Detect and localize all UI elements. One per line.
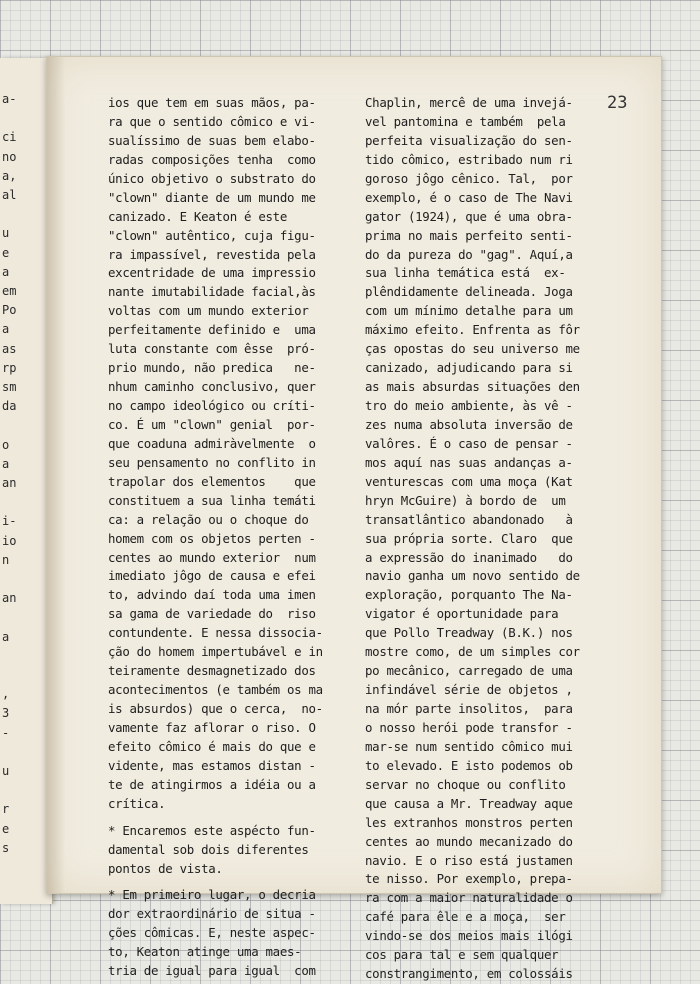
text-line: exploração, porquanto The Na-: [365, 587, 573, 603]
facing-page-fragment: al: [2, 188, 17, 202]
text-line: sualíssimo de suas bem elabo-: [108, 132, 316, 148]
facing-page-fragment: o: [2, 437, 10, 452]
text-line: mar-se num sentido cômico mui: [365, 738, 573, 754]
text-line: perfeitamente definido e uma: [108, 322, 316, 338]
text-line: as mais absurdas situações den: [365, 379, 580, 395]
text-line: voltas com um mundo exterior: [108, 303, 309, 319]
facing-page-fragment: 3: [2, 706, 10, 721]
text-line: "clown" autêntico, cuja figu-: [108, 227, 316, 243]
text-line: radas composições tenha como: [108, 151, 316, 167]
text-line: to elevado. E isto podemos ob: [365, 757, 573, 773]
facing-page-fragment: e: [2, 245, 10, 260]
facing-page-fragment: da: [2, 399, 17, 414]
text-line: que coaduna admiràvelmente o: [108, 435, 316, 451]
text-line: centes ao mundo mecanizado do: [365, 833, 573, 849]
text-line: co. É um "clown" genial por-: [108, 416, 316, 432]
text-line: navio ganha um novo sentido de: [365, 568, 580, 584]
text-line: cos para tal e sem qualquer: [365, 947, 559, 963]
typewritten-page: [46, 56, 662, 982]
text-line: a expressão do inanimado do: [365, 549, 573, 565]
text-line: to, Keaton atinge uma maes-: [108, 944, 302, 960]
text-line: te nisso. Por exemplo, prepa-: [365, 871, 573, 887]
text-line: contundente. E nessa dissocia-: [108, 625, 323, 641]
text-line: nante imutabilidade facial,às: [108, 284, 316, 300]
text-line: plêndidamente delineada. Joga: [365, 284, 573, 300]
facing-page-fragment: an: [2, 476, 17, 490]
facing-page-fragment: a: [2, 629, 10, 644]
gutter-shadow: [47, 57, 65, 893]
text-line: imediato jôgo de causa e efei: [108, 568, 316, 584]
page-number: 23: [607, 93, 628, 113]
text-line: ra com a maior naturalidade o: [365, 890, 573, 906]
text-line: transatlântico abandonado à: [365, 511, 573, 527]
text-line: teiramente desmagnetizado dos: [108, 663, 316, 679]
text-line: prio mundo, não predica ne-: [108, 360, 316, 376]
text-line: ções cômicas. E, neste aspec-: [108, 925, 316, 941]
text-line: infindável série de objetos ,: [365, 682, 573, 698]
text-line: sua linha temática está ex-: [365, 265, 566, 281]
text-line: crítica.: [108, 795, 166, 811]
facing-page-fragment: no: [2, 149, 17, 164]
text-line: efeito cômico é mais do que e: [108, 738, 316, 754]
facing-page-fragment: an: [2, 591, 17, 606]
text-line: Chaplin, mercê de uma invejá-: [365, 95, 573, 110]
facing-page-fragment: ci: [2, 130, 17, 145]
facing-page-fragment: em: [2, 284, 17, 298]
text-line: ios que tem em suas mãos, pa-: [108, 95, 316, 110]
text-line: mos aquí nas suas andanças a-: [365, 454, 573, 470]
text-line: homem com os objetos perten -: [108, 530, 316, 546]
text-line: mostre como, de um simples cor: [365, 644, 580, 660]
text-line: te de atingirmos a idéia ou a: [108, 776, 316, 792]
text-line: centes ao mundo exterior num: [108, 549, 316, 565]
text-line: canizado, adjudicando para si: [365, 360, 573, 376]
text-line: na mór parte insolitos, para: [365, 701, 573, 716]
text-line: constituem a sua linha temáti: [108, 492, 316, 508]
text-line: po mecânico, carregado de uma: [365, 663, 573, 679]
text-line: ca: a relação ou o choque do: [108, 511, 309, 527]
text-line: constrangimento, em colossáis: [365, 966, 573, 982]
text-line: servar no choque ou conflito: [365, 776, 566, 792]
text-line: sa gama de variedade do riso: [108, 606, 316, 622]
text-line: o nosso herói pode transfor -: [365, 719, 573, 735]
facing-page-fragment: Po: [2, 303, 17, 318]
text-line: ção do homem impertubável e in: [108, 644, 323, 660]
text-line: tria de igual para igual com: [108, 963, 316, 979]
text-line: do da pureza do "gag". Aquí,a: [365, 246, 573, 262]
facing-page-fragment: as: [2, 341, 17, 356]
text-line: tido cômico, estribado num ri: [365, 151, 573, 167]
text-line: damental sob dois diferentes: [108, 841, 309, 857]
facing-page-fragment: io: [2, 533, 17, 548]
facing-page-fragment: a: [2, 264, 10, 279]
facing-page-fragment: u: [2, 764, 10, 778]
text-line: dor extraordinário de situa -: [108, 906, 316, 922]
left-text-column: [108, 94, 348, 981]
facing-page-fragment: ,: [2, 687, 10, 702]
text-line: to, advindo daí toda uma imen: [108, 587, 316, 603]
text-line: goroso jôgo cênico. Tal, por: [365, 170, 573, 186]
facing-page-fragment: u: [2, 226, 10, 241]
text-line: excentridade de uma impressio: [108, 265, 316, 281]
text-line: is absurdos) que o cerca, no-: [108, 701, 323, 716]
text-line: ra que o sentido cômico e vi-: [108, 113, 316, 129]
text-line: * Encaremos este aspécto fun-: [108, 822, 316, 838]
text-line: ra impassível, revestida pela: [108, 246, 316, 262]
text-line: único objetivo o substrato do: [108, 170, 316, 186]
text-line: * Em primeiro lugar, o decria: [108, 887, 316, 903]
facing-page-fragment: sm: [2, 380, 17, 394]
facing-page-fragment: i-: [2, 514, 17, 529]
facing-page-fragment: rp: [2, 360, 17, 375]
text-line: tro do meio ambiente, às vê -: [365, 398, 573, 413]
text-line: canizado. E Keaton é este: [108, 208, 287, 224]
text-line: que Pollo Treadway (B.K.) nos: [365, 625, 573, 641]
text-line: "clown" diante de um mundo me: [108, 189, 316, 205]
facing-page-fragment: a: [2, 322, 10, 337]
text-line: acontecimentos (e também os ma: [108, 682, 323, 698]
text-line: gator (1924), que é uma obra-: [365, 208, 573, 224]
text-line: trapolar dos elementos que: [108, 473, 316, 489]
text-line: valôres. É o caso de pensar -: [365, 435, 573, 451]
text-line: seu pensamento no conflito in: [108, 454, 316, 470]
facing-page-fragment: s: [2, 840, 10, 855]
text-line: café para êle e a moça, ser: [365, 909, 566, 925]
text-line: máximo efeito. Enfrenta as fôr: [365, 322, 580, 338]
text-line: vindo-se dos meios mais ilógi: [365, 928, 573, 944]
paragraph-gap: [108, 878, 348, 886]
facing-page-fragment: a: [2, 456, 10, 471]
paragraph-gap: [108, 814, 348, 822]
facing-page-fragment: a,: [2, 168, 17, 183]
text-line: no campo ideológico ou críti-: [108, 398, 316, 413]
text-line: vidente, mas estamos distan -: [108, 757, 316, 773]
text-line: que causa a Mr. Treadway aque: [365, 795, 573, 811]
text-line: venturescas com uma moça (Kat: [365, 473, 573, 489]
text-line: zes numa absoluta inversão de: [365, 416, 573, 432]
facing-page-fragment: e: [2, 821, 10, 836]
text-line: vel pantomina e também pela: [365, 113, 566, 129]
text-line: vamente faz aflorar o riso. O: [108, 719, 316, 735]
facing-page-fragment: a-: [2, 92, 17, 106]
text-line: hryn McGuire) à bordo de um: [365, 492, 566, 508]
text-line: sua própria sorte. Claro que: [365, 530, 573, 546]
text-line: exemplo, é o caso de The Navi: [365, 189, 573, 205]
text-line: prima no mais perfeito senti-: [365, 227, 573, 243]
text-line: nhum caminho conclusivo, quer: [108, 379, 316, 395]
text-line: luta constante com êsse pró-: [108, 341, 316, 357]
facing-page-fragment: -: [2, 725, 10, 740]
facing-page-fragment: n: [2, 552, 10, 567]
text-line: vigator é oportunidade para: [365, 606, 559, 622]
right-text-column: [365, 94, 613, 984]
text-line: ças opostas do seu universo me: [365, 341, 580, 357]
facing-page-fragment: r: [2, 802, 10, 817]
text-line: perfeita visualização do sen-: [365, 132, 573, 148]
text-line: com um mínimo detalhe para um: [365, 303, 573, 319]
text-line: pontos de vista.: [108, 860, 223, 876]
text-line: navio. E o riso está justamen: [365, 852, 573, 868]
text-line: les extranhos monstros perten: [365, 814, 573, 830]
